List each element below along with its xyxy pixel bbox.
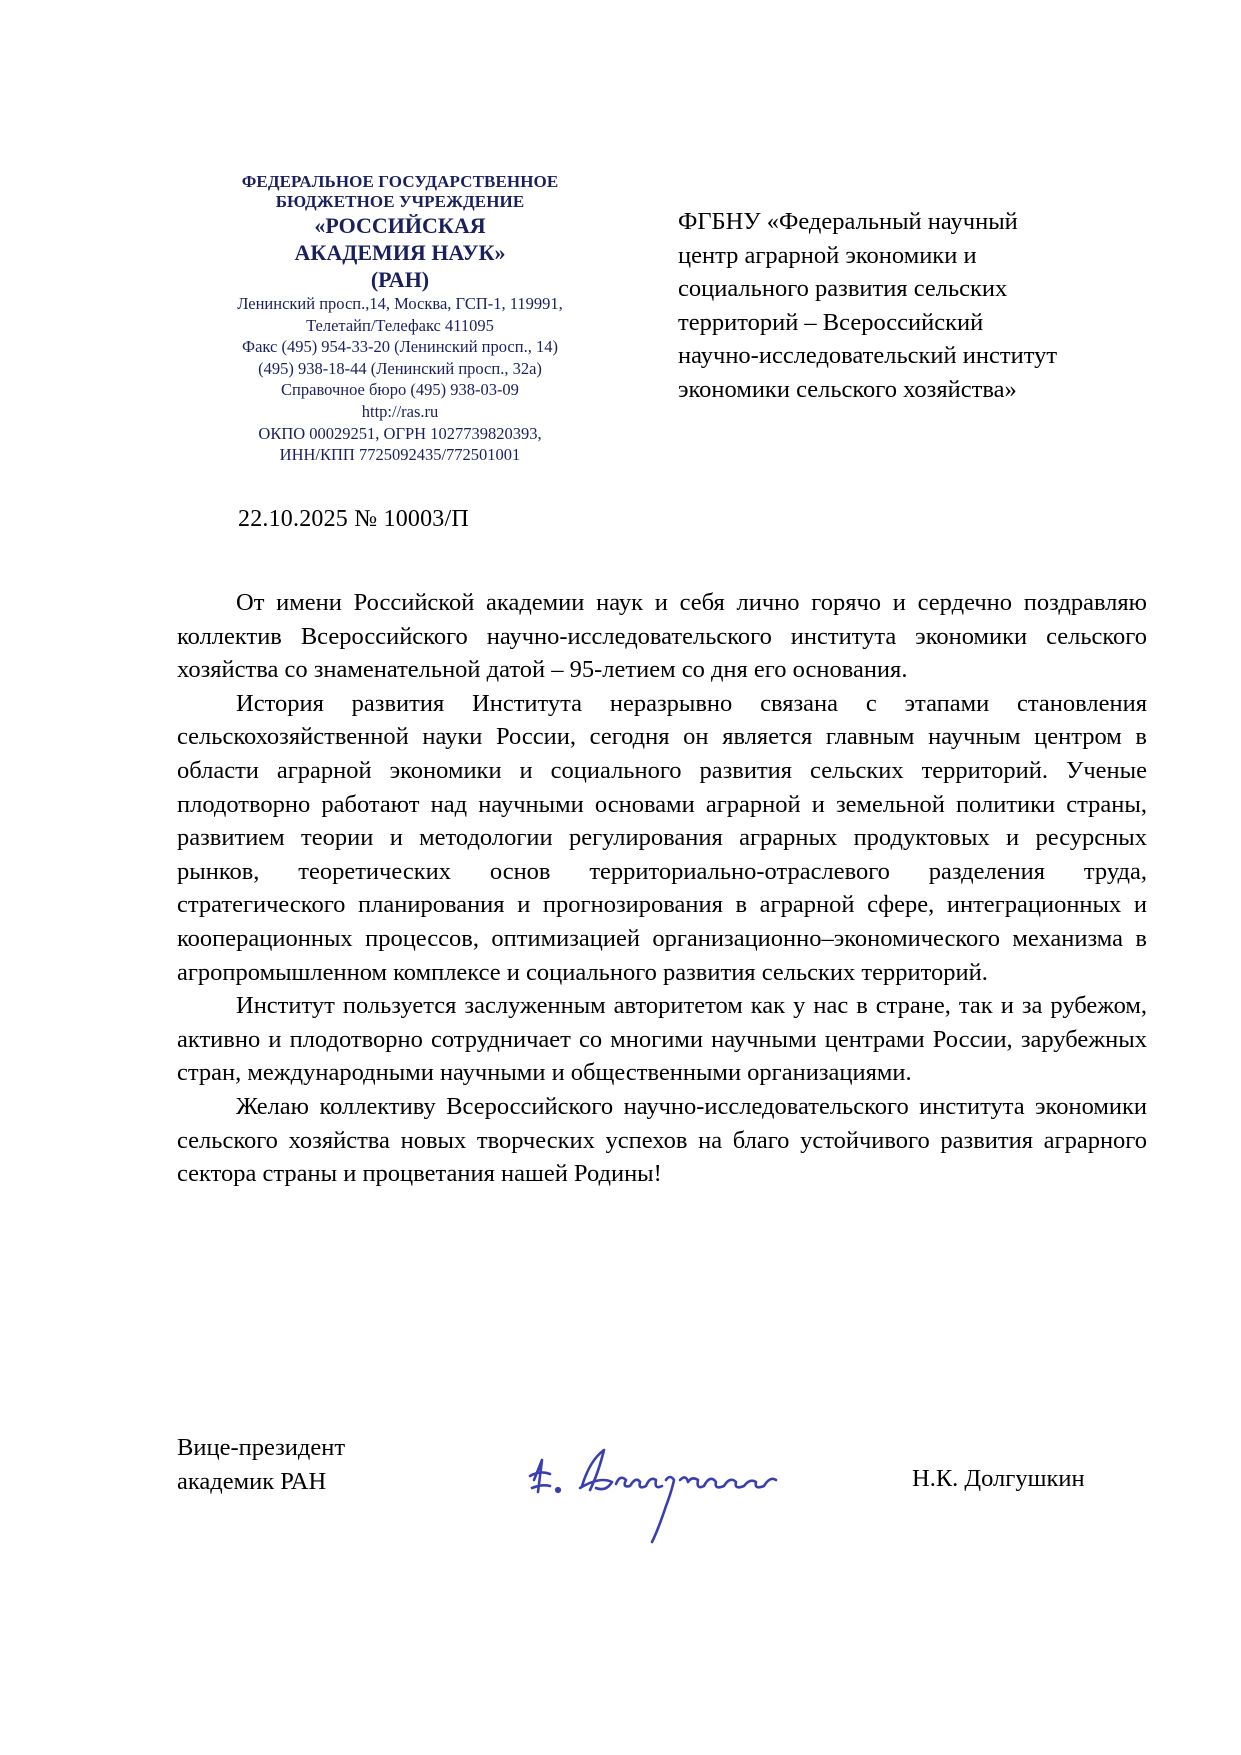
letterhead-info-desk: Справочное бюро (495) 938-03-09 xyxy=(281,380,519,400)
signatory-position xyxy=(177,1431,345,1498)
body-paragraph: Желаю коллективу Всероссийского научно-исследовательского института экономики сельского хозяйства новых творческих успехов на благо устойчивого развития аграрного сектора страны и процветания нашей Родины! xyxy=(177,1092,1147,1188)
letterhead-name-line: «РОССИЙСКАЯ xyxy=(314,213,486,238)
letterhead-inn-kpp: ИНН/КПП 7725092435/772501001 xyxy=(279,445,521,465)
letterhead-fax: Факс (495) 954-33-20 (Ленинский просп., 14) xyxy=(242,337,558,357)
letterhead xyxy=(180,172,620,466)
outgoing-date-number: 22.10.2025 № 10003/П xyxy=(238,506,469,532)
recipient-line: ФГБНУ «Федеральный научный xyxy=(678,208,1018,235)
recipient-line: территорий – Всероссийский xyxy=(678,308,984,336)
body-paragraph: История развития Института неразрывно связана с этапами становления сельскохозяйственной науки России, сегодня он является главным научным центром в области аграрной экономики и социального развития сельских территорий. Ученые плодотворно работают над научными основами аграрной и земельной политики страны, развитием теории и методологии регулирования аграрных продуктовых и ресурсных рынков, теоретических основ территориально-отраслевого разделения труда, стратегического планирования и прогнозирования в аграрной сфере, интеграционных и кооперационных процессов, оптимизацией организационно–экономического механизма в агропромышленном комплексе и социального развития сельских территорий. xyxy=(177,689,1147,986)
recipient-line: экономики сельского хозяйства» xyxy=(678,375,1017,403)
letterhead-org-line: ФЕДЕРАЛЬНОЕ ГОСУДАРСТВЕННОЕ xyxy=(241,172,559,191)
letter-body xyxy=(177,586,1147,1191)
signatory-rank: академик РАН xyxy=(177,1467,327,1495)
letterhead-phone: (495) 938-18-44 (Ленинский просп., 32а) xyxy=(258,358,542,378)
handwritten-signature-icon xyxy=(520,1430,820,1550)
letterhead-address: Ленинский просп.,14, Москва, ГСП-1, 119991, xyxy=(237,294,563,313)
letterhead-website: http://ras.ru xyxy=(361,401,439,421)
recipient-line: научно-исследовательский институт xyxy=(678,342,1058,369)
signatory-name: Н.К. Долгушкин xyxy=(912,1465,1085,1492)
letterhead-abbreviation: (РАН) xyxy=(370,267,430,292)
body-paragraph: От имени Российской академии наук и себя лично горячо и сердечно поздравляю коллектив Всероссийского научно-исследовательского института экономики сельского хозяйства со знаменательной датой – 95-летием со дня его основания. xyxy=(177,589,1147,684)
recipient-line: центр аграрной экономики и xyxy=(678,241,977,269)
recipient-line: социального развития сельских xyxy=(678,275,1008,302)
letterhead-org-line: БЮДЖЕТНОЕ УЧРЕЖДЕНИЕ xyxy=(275,192,525,211)
body-paragraph: Институт пользуется заслуженным авторитетом как у нас в стране, так и за рубежом, активно и плодотворно сотрудничает со многими научными центрами России, зарубежных стран, международными научными и общественными организациями. xyxy=(177,992,1147,1087)
letterhead-name-line: АКАДЕМИЯ НАУК» xyxy=(294,240,506,265)
recipient-block xyxy=(678,205,1158,406)
letterhead-teletype: Телетайп/Телефакс 411095 xyxy=(306,315,494,335)
letterhead-okpo-ogrn: ОКПО 00029251, ОГРН 1027739820393, xyxy=(258,423,542,443)
signatory-title: Вице-президент xyxy=(177,1434,346,1461)
